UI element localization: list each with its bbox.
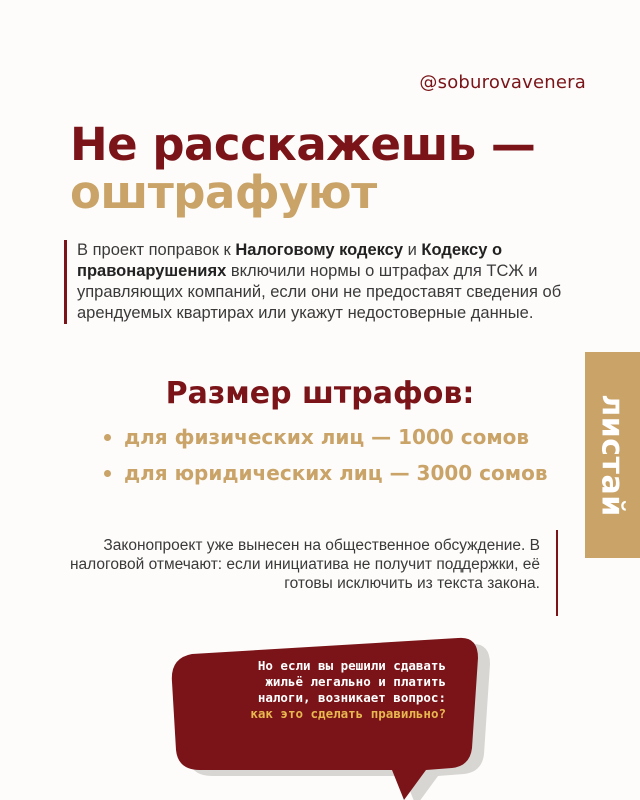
fine-item-individuals — [104, 426, 548, 448]
lead-bold-tax-code: Налоговому кодексу — [235, 241, 404, 259]
author-handle[interactable]: @soburovavenera — [419, 72, 586, 93]
fines-list — [104, 426, 548, 498]
bubble-line-2: жильё легально и платить — [265, 674, 446, 689]
fines-heading: Размер штрафов: — [165, 376, 475, 411]
bullet-dot-icon — [104, 434, 111, 441]
bubble-line-3: налоги, возникает вопрос: — [257, 690, 446, 705]
lead-text-1: В проект поправок к — [77, 241, 236, 259]
fine-item-text: для физических лиц — 1000 сомов — [124, 425, 530, 449]
note-paragraph: Законопроект уже вынесен на общественное обсуждение. В налоговой отмечают: если инициатива не получит поддержки, её готовы исключить из текста закона. — [69, 537, 540, 592]
bubble-text — [182, 658, 446, 722]
bubble-highlight: как это сделать правильно? — [250, 706, 446, 721]
lead-text-3: включили нормы о штрафах для ТСЖ и управляющих компаний, если они не предоставят сведения об арендуемых квартирах или укажут недостоверные данные. — [77, 262, 562, 322]
swipe-tab[interactable] — [585, 352, 640, 558]
lead-text-2: и — [403, 241, 422, 259]
lead-paragraph — [64, 240, 577, 324]
lead-bold-offenses-code: Кодексу о правонарушениях — [77, 241, 503, 280]
title-line-1: Не расскажешь — — [70, 118, 536, 171]
bullet-dot-icon — [104, 470, 111, 477]
swipe-tab-label: листай — [595, 393, 630, 517]
note-bar — [556, 530, 558, 616]
fine-item-legal-entities — [104, 462, 548, 484]
title-line-2: оштрафуют — [70, 166, 377, 219]
fine-item-text: для юридических лиц — 3000 сомов — [124, 461, 548, 485]
bubble-line-1: Но если вы решили сдавать — [257, 658, 446, 673]
